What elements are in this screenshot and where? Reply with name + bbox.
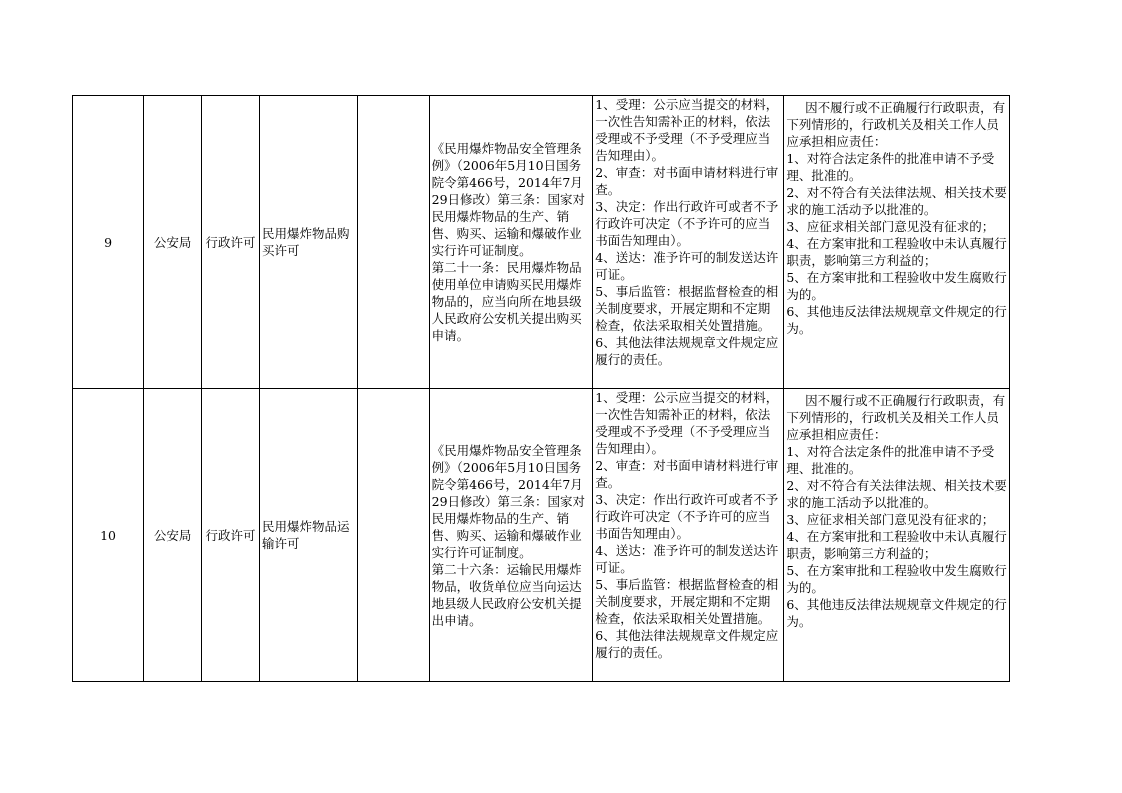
table-row — [73, 96, 1010, 389]
liability-item: 2、对不符合有关法律法规、相关技术要求的施工活动予以批准的。 — [786, 185, 1007, 217]
item-name-cell: 民用爆炸物品运输许可 — [259, 389, 357, 682]
liability-item: 5、在方案审批和工程验收中发生腐败行为的。 — [786, 270, 1007, 302]
department-cell: 公安局 — [144, 389, 202, 682]
row-number: 9 — [73, 96, 144, 389]
duty-cell — [593, 389, 784, 682]
duty-item: 1、受理：公示应当提交的材料，一次性告知需补正的材料，依法受理或不予受理（不予受理应当告知理由）。 — [595, 390, 779, 456]
power-type-cell: 行政许可 — [202, 96, 260, 389]
liability-intro: 因不履行或不正确履行行政职责，有下列情形的，行政机关及相关工作人员应承担相应责任： — [786, 100, 1006, 149]
table-row — [73, 389, 1010, 682]
item-name-cell: 民用爆炸物品购买许可 — [259, 96, 357, 389]
legal-basis-cell: 《民用爆炸物品安全管理条例》（2006年5月10日国务院令第466号，2014年7月29日修改）第三条：国家对民用爆炸物品的生产、销售、购买、运输和爆破作业实行许可证制度。 第二十六条：运输民用爆炸物品，收货单位应当向运达地县级人民政府公安机关提出申请。 — [429, 389, 593, 682]
liability-intro: 因不履行或不正确履行行政职责，有下列情形的，行政机关及相关工作人员应承担相应责任： — [786, 393, 1006, 442]
liability-item: 4、在方案审批和工程验收中未认真履行职责，影响第三方利益的； — [786, 236, 1007, 268]
duty-cell — [593, 96, 784, 389]
duty-item: 6、其他法律法规规章文件规定应履行的责任。 — [595, 628, 779, 660]
duty-item: 2、审查：对书面申请材料进行审查。 — [595, 458, 779, 490]
liability-cell — [784, 96, 1010, 389]
duty-item: 5、事后监管：根据监督检查的相关制度要求，开展定期和不定期检查，依法采取相关处置措施。 — [595, 284, 779, 333]
duty-item: 3、决定：作出行政许可或者不予行政许可决定（不予许可的应当书面告知理由）。 — [595, 492, 779, 541]
duty-item: 5、事后监管：根据监督检查的相关制度要求，开展定期和不定期检查，依法采取相关处置措施。 — [595, 577, 779, 626]
liability-item: 3、应征求相关部门意见没有征求的； — [786, 512, 995, 527]
legal-basis-cell: 《民用爆炸物品安全管理条例》（2006年5月10日国务院令第466号，2014年7月29日修改）第三条：国家对民用爆炸物品的生产、销售、购买、运输和爆破作业实行许可证制度。 第二十一条：民用爆炸物品使用单位申请购买民用爆炸物品的，应当向所在地县级人民政府公安机关提出购买申请。 — [429, 96, 593, 389]
duty-item: 1、受理：公示应当提交的材料，一次性告知需补正的材料，依法受理或不予受理（不予受理应当告知理由）。 — [595, 97, 779, 163]
liability-item: 1、对符合法定条件的批准申请不予受理、批准的。 — [786, 444, 995, 476]
duty-item: 4、送达：准予许可的制发送达许可证。 — [595, 543, 779, 575]
duty-item: 2、审查：对书面申请材料进行审查。 — [595, 165, 779, 197]
power-list-table — [72, 95, 1010, 682]
liability-item: 4、在方案审批和工程验收中未认真履行职责，影响第三方利益的； — [786, 529, 1007, 561]
liability-item: 3、应征求相关部门意见没有征求的； — [786, 219, 995, 234]
liability-item: 2、对不符合有关法律法规、相关技术要求的施工活动予以批准的。 — [786, 478, 1007, 510]
liability-item: 6、其他违反法律法规规章文件规定的行为。 — [786, 304, 1007, 336]
power-type-cell: 行政许可 — [202, 389, 260, 682]
duty-item: 3、决定：作出行政许可或者不予行政许可决定（不予许可的应当书面告知理由）。 — [595, 199, 779, 248]
row-number: 10 — [73, 389, 144, 682]
department-cell: 公安局 — [144, 96, 202, 389]
duty-item: 4、送达：准予许可的制发送达许可证。 — [595, 250, 779, 282]
sub-item-cell — [357, 96, 429, 389]
liability-cell — [784, 389, 1010, 682]
liability-item: 6、其他违反法律法规规章文件规定的行为。 — [786, 597, 1007, 629]
liability-item: 5、在方案审批和工程验收中发生腐败行为的。 — [786, 563, 1007, 595]
sub-item-cell — [357, 389, 429, 682]
duty-item: 6、其他法律法规规章文件规定应履行的责任。 — [595, 335, 779, 367]
liability-item: 1、对符合法定条件的批准申请不予受理、批准的。 — [786, 151, 995, 183]
